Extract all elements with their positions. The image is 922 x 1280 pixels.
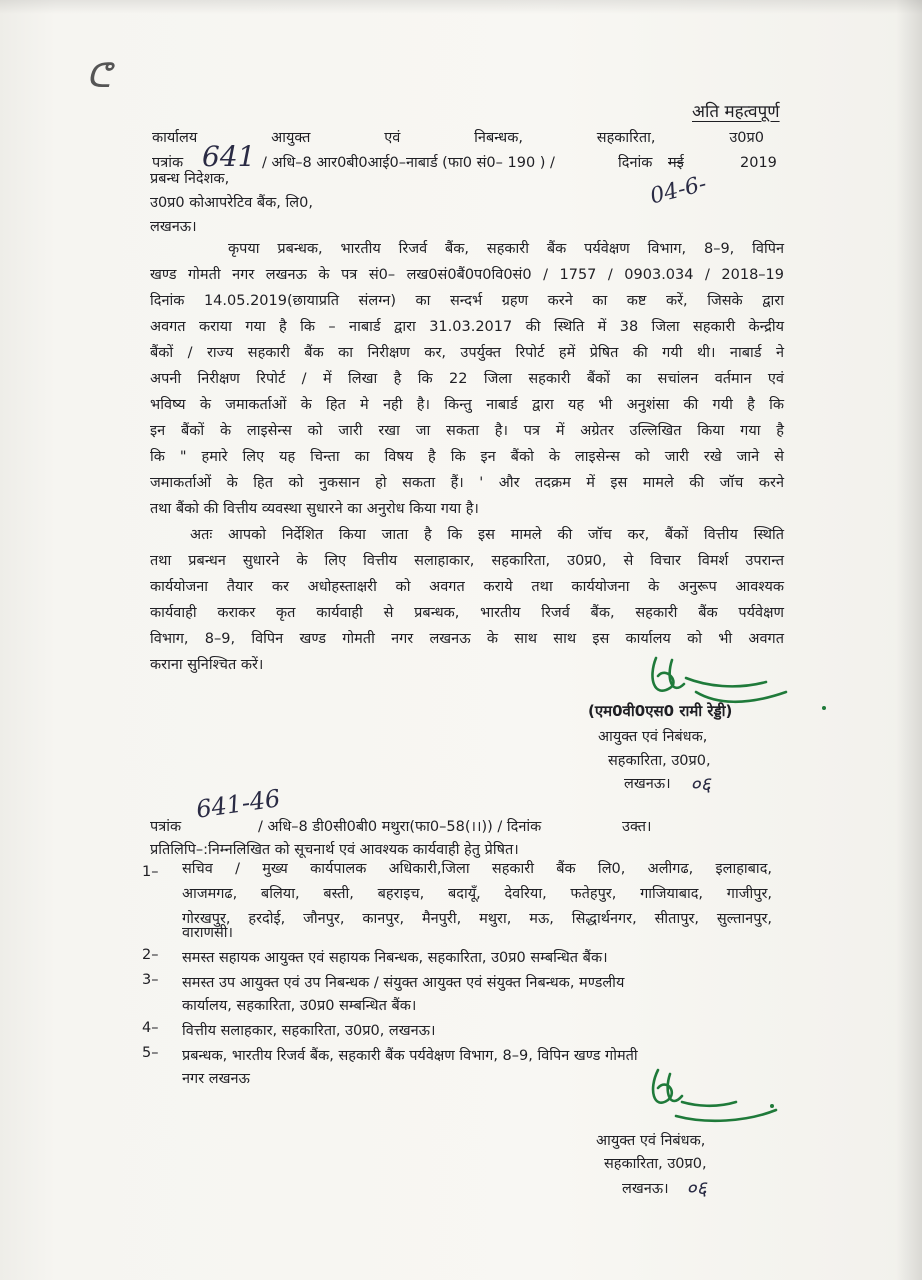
para2-line: अतः आपको निर्देशित किया जाता है कि इस मामले की जॉच कर, बैंकों वित्तीय स्थिति: [190, 527, 784, 543]
signature-scribble-icon: [636, 1062, 786, 1132]
signatory-designation: आयुक्त एवं निबंधक,: [596, 1133, 706, 1149]
para1-line: तथा बैंको की वित्तीय व्यवस्था सुधारने का अनुरोध किया गया है।: [150, 501, 479, 517]
copy-list-line: आजमगढ, बलिया, बस्ती, बहराइच, बदायूँ, देवरिया, फतेहपुर, गाजियाबाद, गाजीपुर,: [182, 886, 772, 902]
para1-line: अपनी निरीक्षण रिपोर्ट / में लिखा है कि 22 जिला सहकारी बैंकों का सचांलन वर्तमान एवं: [150, 371, 784, 387]
copy-list-line: गोरखपुर, हरदोई, जौनपुर, कानपुर, मैनपुरी, मथुरा, मऊ, सिद्धार्थनगर, सीतापुर, सुल्तानपुर,: [182, 911, 772, 927]
copy-list-line: कार्यालय, सहकारिता, उ0प्र0 सम्बन्धित बैंक।: [182, 998, 417, 1014]
copy-ref-handwritten-number: 641-46: [194, 784, 283, 824]
para2-line: कार्ययोजना तैयार कर अधोहस्ताक्षरी को अवगत कराये तथा कार्ययोजना के अनुरूप आवश्यक: [150, 579, 784, 595]
para1-line: जमाकर्ताओं के हित को नुकसान हो सकता हैं। ' और तदक्रम में इस मामले की जॉच करने: [150, 475, 784, 491]
ref-month-struck: मई: [668, 155, 684, 171]
ref-handwritten-date: 04-6-: [647, 171, 710, 210]
para1-line: दिनांक 14.05.2019(छायाप्रति संलग्न) का सन्दर्भ ग्रहण करने का कष्ट करें, जिसके द्वारा: [150, 293, 784, 309]
ref-date-label: दिनांक: [618, 155, 653, 171]
signature-dot: [822, 706, 826, 710]
copy-list-number: 2–: [142, 947, 159, 963]
para2-line: तथा प्रबन्धन सुधारने के लिए वित्तीय सलाहाकार, सहकारिता, उ0प्र0, से विचार विमर्श उपरान्त: [150, 553, 784, 569]
copy-list-number: 5–: [142, 1045, 159, 1061]
marginal-handwritten-mark: ᕦ: [86, 56, 111, 96]
ref-handwritten-number: 641: [202, 140, 256, 173]
office-word: निबन्धक,: [474, 130, 523, 146]
scan-top-shadow: [0, 0, 922, 14]
copy-list-line: समस्त उप आयुक्त एवं उप निबन्धक / संयुक्त आयुक्त एवं संयुक्त निबन्धक, मण्डलीय: [182, 975, 625, 991]
signatory-dept: सहकारिता, उ0प्र0,: [608, 753, 711, 769]
addressee-line1: प्रबन्ध निदेशक,: [150, 171, 230, 187]
para1-line: कि " हमारे लिए यह चिन्ता का विषय है कि इन बैंको के लाइसेन्स को जारी रखे जाने से: [150, 449, 784, 465]
para1-line: अवगत कराया गया है कि – नाबार्ड द्वारा 31.03.2017 की स्थिति में 38 जिला सहकारी केन्द्रीय: [150, 319, 784, 335]
signature-2-graphic: [636, 1062, 786, 1136]
priority-header: अति महत्वपूर्ण: [692, 102, 780, 122]
copy-list-line: नगर लखनऊ: [182, 1071, 250, 1087]
ref-year: 2019: [740, 155, 777, 171]
ref-text: / अधि–8 आर0बी0आई0–नाबार्ड (फा0 सं0– 190 ) /: [262, 155, 555, 171]
ref-label: पत्रांक: [152, 155, 184, 171]
signatory-handwritten-date: ०६: [686, 1176, 707, 1200]
copy-list-line: प्रबन्धक, भारतीय रिजर्व बैंक, सहकारी बैंक पर्यवेक्षण विभाग, 8–9, विपिन खण्ड गोमती: [182, 1048, 638, 1064]
office-word: एवं: [384, 130, 401, 146]
scan-edge-shadow: [896, 0, 922, 1280]
para1-line: खण्ड गोमती नगर लखनऊ के पत्र सं0– लख0सं0बैं0प0वि0सं0 / 1757 / 0903.034 / 2018–19: [150, 267, 784, 283]
copy-list-number: 4–: [142, 1020, 159, 1036]
signatory-handwritten-date: ०६: [690, 772, 711, 796]
addressee-line3: लखनऊ।: [150, 219, 197, 235]
para1-line: इन बैंकों के लाइसेन्स को जारी रखा जा सकता है। पत्र में अग्रेतर उल्लिखित किया गया है: [150, 423, 784, 439]
office-word: आयुक्त: [271, 130, 311, 146]
para2-line: कराना सुनिश्चित करें।: [150, 657, 264, 673]
signatory-designation: आयुक्त एवं निबंधक,: [598, 729, 708, 745]
signatory-name: (एम0वी0एस0 रामी रेड्डी): [588, 702, 733, 720]
para1-line: भविष्य के जमाकर्ताओं के हित मे नही है। किन्तु नाबार्ड द्वारा यह भी अनुशंसा की गयी है कि: [150, 397, 784, 413]
copy-list-number: 3–: [142, 972, 159, 988]
copy-ref-date: उक्त।: [622, 819, 652, 835]
office-word: सहकारिता,: [596, 130, 656, 146]
copy-list-number: 1–: [142, 864, 159, 880]
copy-list-line: वाराणसी।: [182, 925, 234, 941]
para1-line: कृपया प्रबन्धक, भारतीय रिजर्व बैंक, सहकारी बैंक पर्यवेक्षण विभाग, 8–9, विपिन: [228, 241, 784, 257]
copy-ref-label: पत्रांक: [150, 819, 182, 835]
office-word: कार्यालय: [152, 130, 198, 146]
copy-list-line: वित्तीय सलाहकार, सहकारिता, उ0प्र0, लखनऊ।: [182, 1023, 436, 1039]
signatory-dept: सहकारिता, उ0प्र0,: [604, 1156, 707, 1172]
signatory-place: लखनऊ।: [624, 776, 671, 792]
para1-line: बैंकों / राज्य सहकारी बैंक का निरीक्षण कर, उपर्युक्त रिपोर्ट हमें प्रेषित की गयी थी। नाबार्ड ने: [150, 345, 784, 361]
copy-list-line: समस्त सहायक आयुक्त एवं सहायक निबन्धक, सहकारिता, उ0प्र0 सम्बन्धित बैंक।: [182, 950, 608, 966]
addressee-line2: उ0प्र0 कोआपरेटिव बैंक, लि0,: [150, 195, 313, 211]
para2-line: विभाग, 8–9, विपिन खण्ड गोमती नगर लखनऊ के साथ साथ इस कार्यालय को भी अवगत: [150, 631, 784, 647]
copy-intro: प्रतिलिपि–:निम्नलिखित को सूचनार्थ एवं आवश्यक कार्यवाही हेतु प्रेषित।: [150, 842, 519, 858]
copy-ref-text: / अधि–8 डी0सी0बी0 मथुरा(फा0–58(।।)) / दिनांक: [258, 819, 542, 835]
office-word: उ0प्र0: [729, 130, 764, 146]
para2-line: कार्यवाही कराकर कृत कार्यवाही से प्रबन्धक, भारतीय रिजर्व बैंक, सहकारी बैंक पर्यवेक्षण: [150, 605, 784, 621]
signatory-place: लखनऊ।: [622, 1181, 669, 1197]
copy-list-line: सचिव / मुख्य कार्यपालक अधिकारी,जिला सहकारी बैंक लि0, अलीगढ, इलाहाबाद,: [182, 861, 772, 877]
signature-dot: [770, 1104, 774, 1108]
